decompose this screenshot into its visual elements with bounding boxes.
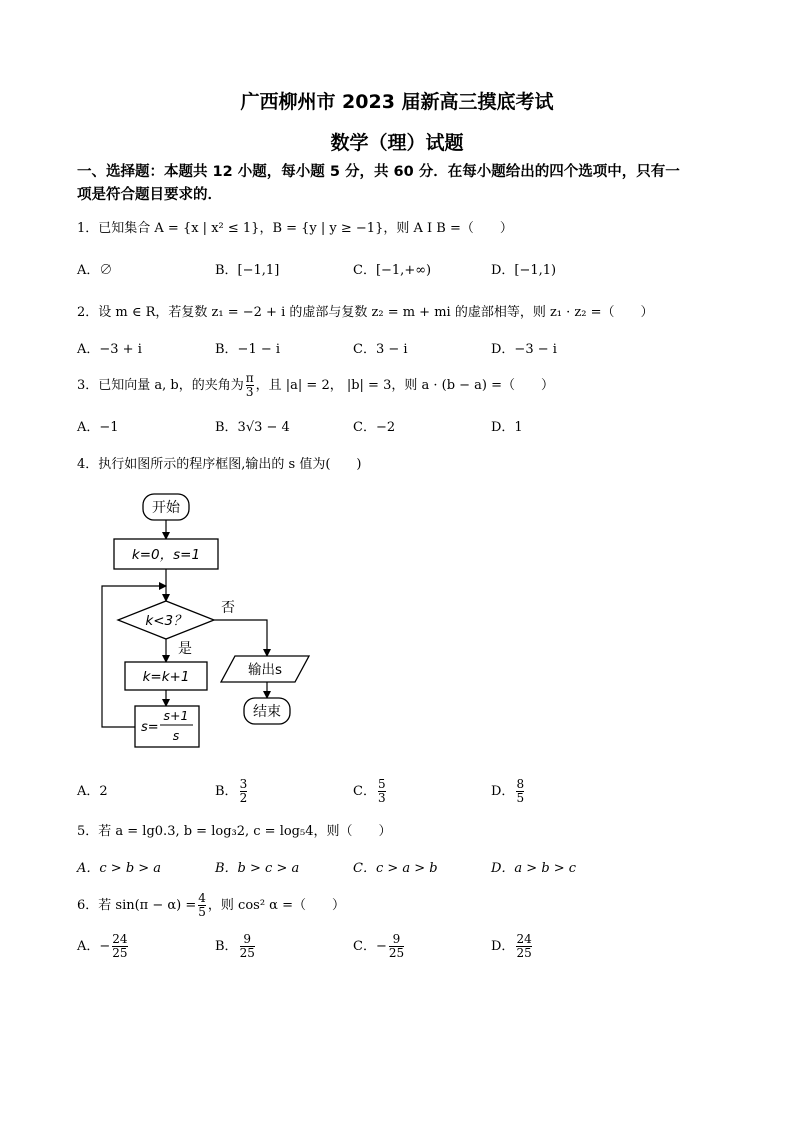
q6-option-c: C．− $\frac{9}{25}$ (353, 932, 405, 960)
flow-step-label: k=k+1 (142, 669, 190, 685)
flow-no-label: 否 (221, 600, 235, 616)
fraction: $\frac{9}{25}$ (239, 932, 255, 960)
q6-option-a: A．− $\frac{24}{25}$ (77, 932, 128, 960)
q3-option-a: A．−1 (77, 420, 119, 435)
fraction-denominator: 3 (245, 385, 254, 399)
fraction: $\frac{8}{5}$ (516, 777, 525, 805)
fraction: $\frac{24}{25}$ (516, 932, 532, 960)
q1-option-b: B．[−1,1] (215, 263, 280, 278)
fraction-denominator: 5 (198, 905, 206, 919)
fraction: $\frac{9}{25}$ (388, 932, 405, 960)
q5-option-d: D．a > b > c (491, 861, 577, 876)
flow-output-label: 输出s (247, 662, 283, 678)
program-flowchart (95, 488, 325, 763)
q5-option-b: B．b > c > a (215, 861, 300, 876)
question-3-stem (77, 368, 554, 404)
q2-option-a: A．−3 + i (77, 342, 142, 357)
q3-option-c: C．−2 (353, 420, 396, 435)
q2-option-b: B．−1 − i (215, 342, 281, 357)
q2-option-d: D．−3 − i (491, 342, 557, 357)
fraction-numerator: π (245, 371, 254, 385)
flow-assign-denominator: s (172, 728, 180, 743)
flow-init-label: k=0，s=1 (131, 547, 201, 563)
q3-option-b: B．3√3 − 4 (215, 420, 290, 435)
q6-stem-fraction (198, 892, 206, 919)
q4-option-a: A．2 (77, 784, 108, 799)
question-4-stem: 4．执行如图所示的程序框图,输出的 s 值为( ) (77, 457, 362, 472)
q3-stem-part1: 3．已知向量 a, b，的夹角为 (77, 378, 244, 393)
exam-title: 广西柳州市 2023 届新高三摸底考试 (240, 91, 554, 113)
q3-stem-part2: ，且 |a| = 2， |b| = 3，则 a · (b − a) =（ ） (255, 378, 555, 393)
question-6-stem (77, 888, 345, 924)
fraction: $\frac{5}{3}$ (377, 777, 386, 805)
q6-option-b: B． $\frac{9}{25}$ (215, 932, 255, 960)
question-2-stem: 2．设 m ∈ R，若复数 z₁ = −2 + i 的虚部与复数 z₂ = m + mi 的虚部相等，则 z₁ · z₂ =（ ） (77, 305, 654, 320)
flow-assign-numerator: s+1 (163, 708, 189, 723)
q5-option-c: C．c > a > b (353, 861, 438, 876)
q2-option-c: C．3 − i (353, 342, 408, 357)
q3-option-d: D．1 (491, 420, 523, 435)
flow-decision-label: k<3？ (145, 613, 187, 629)
question-5-stem: 5．若 a = lg0.3, b = log₃2, c = log₅4，则（ ） (77, 824, 392, 839)
section-instruction-line2: 项是符合题目要求的． (77, 187, 222, 203)
q4-option-d: D． $\frac{8}{5}$ (491, 777, 525, 805)
question-1-stem: 1．已知集合 A = {x | x² ≤ 1}，B = {y | y ≥ −1}，则 A I B =（ ） (77, 221, 513, 236)
flow-end-label: 结束 (253, 704, 281, 720)
fraction: $\frac{3}{2}$ (239, 777, 248, 805)
exam-subtitle: 数学（理）试题 (330, 132, 464, 154)
flow-yes-label: 是 (178, 641, 192, 657)
q5-option-a: A．c > b > a (77, 861, 162, 876)
q1-option-d: D．[−1,1) (491, 263, 557, 278)
fraction: $\frac{24}{25}$ (112, 932, 128, 960)
flow-assign-lhs: s= (141, 720, 159, 735)
q6-stem-part1: 6．若 sin(π − α) = (77, 898, 197, 913)
fraction-numerator: 4 (198, 891, 206, 905)
q3-angle-fraction (246, 372, 254, 399)
q1-option-a: A．∅ (77, 263, 113, 278)
q6-option-d: D． $\frac{24}{25}$ (491, 932, 532, 960)
q6-stem-part2: ，则 cos² α =（ ） (207, 898, 345, 913)
q4-option-c: C． $\frac{5}{3}$ (353, 777, 386, 805)
flow-start-label: 开始 (152, 500, 180, 516)
section-instruction-line1: 一、选择题：本题共 12 小题，每小题 5 分，共 60 分．在每小题给出的四个选项中，只有一 (77, 164, 680, 180)
q1-option-c: C．[−1,+∞) (353, 263, 432, 278)
q4-option-b: B． $\frac{3}{2}$ (215, 777, 248, 805)
